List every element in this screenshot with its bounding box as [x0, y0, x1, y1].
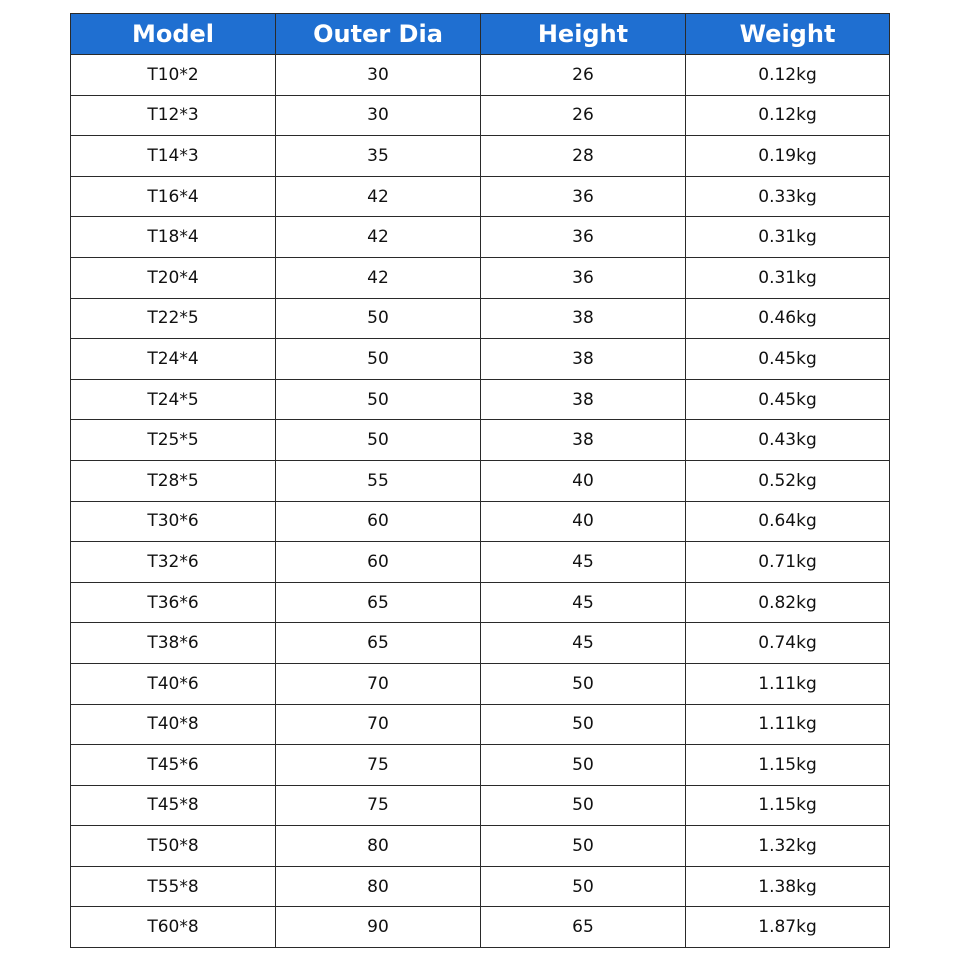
cell-model: T25*5 — [71, 420, 276, 461]
table-row — [71, 745, 890, 786]
table-row — [71, 95, 890, 136]
cell-height: 36 — [481, 217, 686, 258]
cell-weight: 1.15kg — [686, 785, 890, 826]
table-row — [71, 907, 890, 948]
cell-height: 40 — [481, 460, 686, 501]
cell-outer-dia: 30 — [276, 55, 481, 96]
cell-outer-dia: 80 — [276, 826, 481, 867]
cell-weight: 0.71kg — [686, 542, 890, 583]
table-row — [71, 542, 890, 583]
table-row — [71, 136, 890, 177]
cell-weight: 0.45kg — [686, 379, 890, 420]
table-header — [71, 14, 890, 55]
cell-model: T32*6 — [71, 542, 276, 583]
cell-weight: 0.12kg — [686, 95, 890, 136]
cell-outer-dia: 55 — [276, 460, 481, 501]
cell-height: 26 — [481, 95, 686, 136]
table-row — [71, 298, 890, 339]
cell-model: T12*3 — [71, 95, 276, 136]
cell-outer-dia: 50 — [276, 379, 481, 420]
table-row — [71, 257, 890, 298]
table-row — [71, 379, 890, 420]
cell-weight: 0.31kg — [686, 217, 890, 258]
cell-weight: 0.74kg — [686, 623, 890, 664]
cell-height: 38 — [481, 339, 686, 380]
cell-height: 50 — [481, 826, 686, 867]
cell-model: T22*5 — [71, 298, 276, 339]
table-body — [71, 55, 890, 948]
cell-model: T28*5 — [71, 460, 276, 501]
cell-model: T24*4 — [71, 339, 276, 380]
cell-outer-dia: 75 — [276, 785, 481, 826]
cell-model: T60*8 — [71, 907, 276, 948]
header-row — [71, 14, 890, 55]
cell-height: 65 — [481, 907, 686, 948]
table-row — [71, 460, 890, 501]
table-row — [71, 785, 890, 826]
cell-outer-dia: 50 — [276, 420, 481, 461]
cell-model: T38*6 — [71, 623, 276, 664]
cell-model: T14*3 — [71, 136, 276, 177]
header-height: Height — [481, 14, 686, 55]
cell-outer-dia: 90 — [276, 907, 481, 948]
cell-height: 38 — [481, 298, 686, 339]
cell-model: T45*6 — [71, 745, 276, 786]
table-row — [71, 217, 890, 258]
cell-height: 28 — [481, 136, 686, 177]
cell-weight: 0.82kg — [686, 582, 890, 623]
cell-height: 38 — [481, 420, 686, 461]
table-row — [71, 582, 890, 623]
cell-height: 45 — [481, 542, 686, 583]
cell-height: 26 — [481, 55, 686, 96]
cell-outer-dia: 65 — [276, 623, 481, 664]
table-row — [71, 55, 890, 96]
cell-outer-dia: 42 — [276, 217, 481, 258]
cell-model: T50*8 — [71, 826, 276, 867]
cell-model: T30*6 — [71, 501, 276, 542]
cell-model: T40*6 — [71, 663, 276, 704]
cell-weight: 0.64kg — [686, 501, 890, 542]
table-row — [71, 623, 890, 664]
cell-height: 50 — [481, 704, 686, 745]
cell-model: T18*4 — [71, 217, 276, 258]
table-row — [71, 176, 890, 217]
cell-outer-dia: 50 — [276, 298, 481, 339]
cell-height: 50 — [481, 745, 686, 786]
cell-height: 50 — [481, 663, 686, 704]
spec-table — [70, 13, 890, 948]
cell-model: T20*4 — [71, 257, 276, 298]
cell-model: T16*4 — [71, 176, 276, 217]
table-row — [71, 663, 890, 704]
cell-outer-dia: 60 — [276, 542, 481, 583]
cell-weight: 0.45kg — [686, 339, 890, 380]
cell-outer-dia: 65 — [276, 582, 481, 623]
cell-weight: 0.12kg — [686, 55, 890, 96]
cell-weight: 0.31kg — [686, 257, 890, 298]
cell-height: 36 — [481, 257, 686, 298]
header-model: Model — [71, 14, 276, 55]
cell-model: T10*2 — [71, 55, 276, 96]
cell-model: T45*8 — [71, 785, 276, 826]
cell-model: T55*8 — [71, 866, 276, 907]
cell-outer-dia: 30 — [276, 95, 481, 136]
cell-outer-dia: 50 — [276, 339, 481, 380]
cell-weight: 0.52kg — [686, 460, 890, 501]
cell-model: T24*5 — [71, 379, 276, 420]
cell-model: T36*6 — [71, 582, 276, 623]
cell-height: 40 — [481, 501, 686, 542]
cell-outer-dia: 80 — [276, 866, 481, 907]
table-row — [71, 501, 890, 542]
cell-weight: 1.11kg — [686, 704, 890, 745]
header-outer-dia: Outer Dia — [276, 14, 481, 55]
cell-outer-dia: 42 — [276, 176, 481, 217]
cell-height: 36 — [481, 176, 686, 217]
table-row — [71, 339, 890, 380]
cell-outer-dia: 70 — [276, 704, 481, 745]
cell-weight: 0.33kg — [686, 176, 890, 217]
cell-outer-dia: 70 — [276, 663, 481, 704]
cell-weight: 1.32kg — [686, 826, 890, 867]
cell-height: 50 — [481, 866, 686, 907]
cell-outer-dia: 60 — [276, 501, 481, 542]
header-weight: Weight — [686, 14, 890, 55]
cell-weight: 1.87kg — [686, 907, 890, 948]
cell-weight: 0.46kg — [686, 298, 890, 339]
table-row — [71, 420, 890, 461]
cell-outer-dia: 35 — [276, 136, 481, 177]
cell-height: 45 — [481, 623, 686, 664]
cell-outer-dia: 75 — [276, 745, 481, 786]
cell-outer-dia: 42 — [276, 257, 481, 298]
table-row — [71, 826, 890, 867]
cell-weight: 1.11kg — [686, 663, 890, 704]
cell-weight: 0.43kg — [686, 420, 890, 461]
cell-height: 38 — [481, 379, 686, 420]
cell-height: 45 — [481, 582, 686, 623]
cell-weight: 0.19kg — [686, 136, 890, 177]
table-row — [71, 866, 890, 907]
cell-model: T40*8 — [71, 704, 276, 745]
cell-weight: 1.38kg — [686, 866, 890, 907]
cell-weight: 1.15kg — [686, 745, 890, 786]
cell-height: 50 — [481, 785, 686, 826]
table-row — [71, 704, 890, 745]
